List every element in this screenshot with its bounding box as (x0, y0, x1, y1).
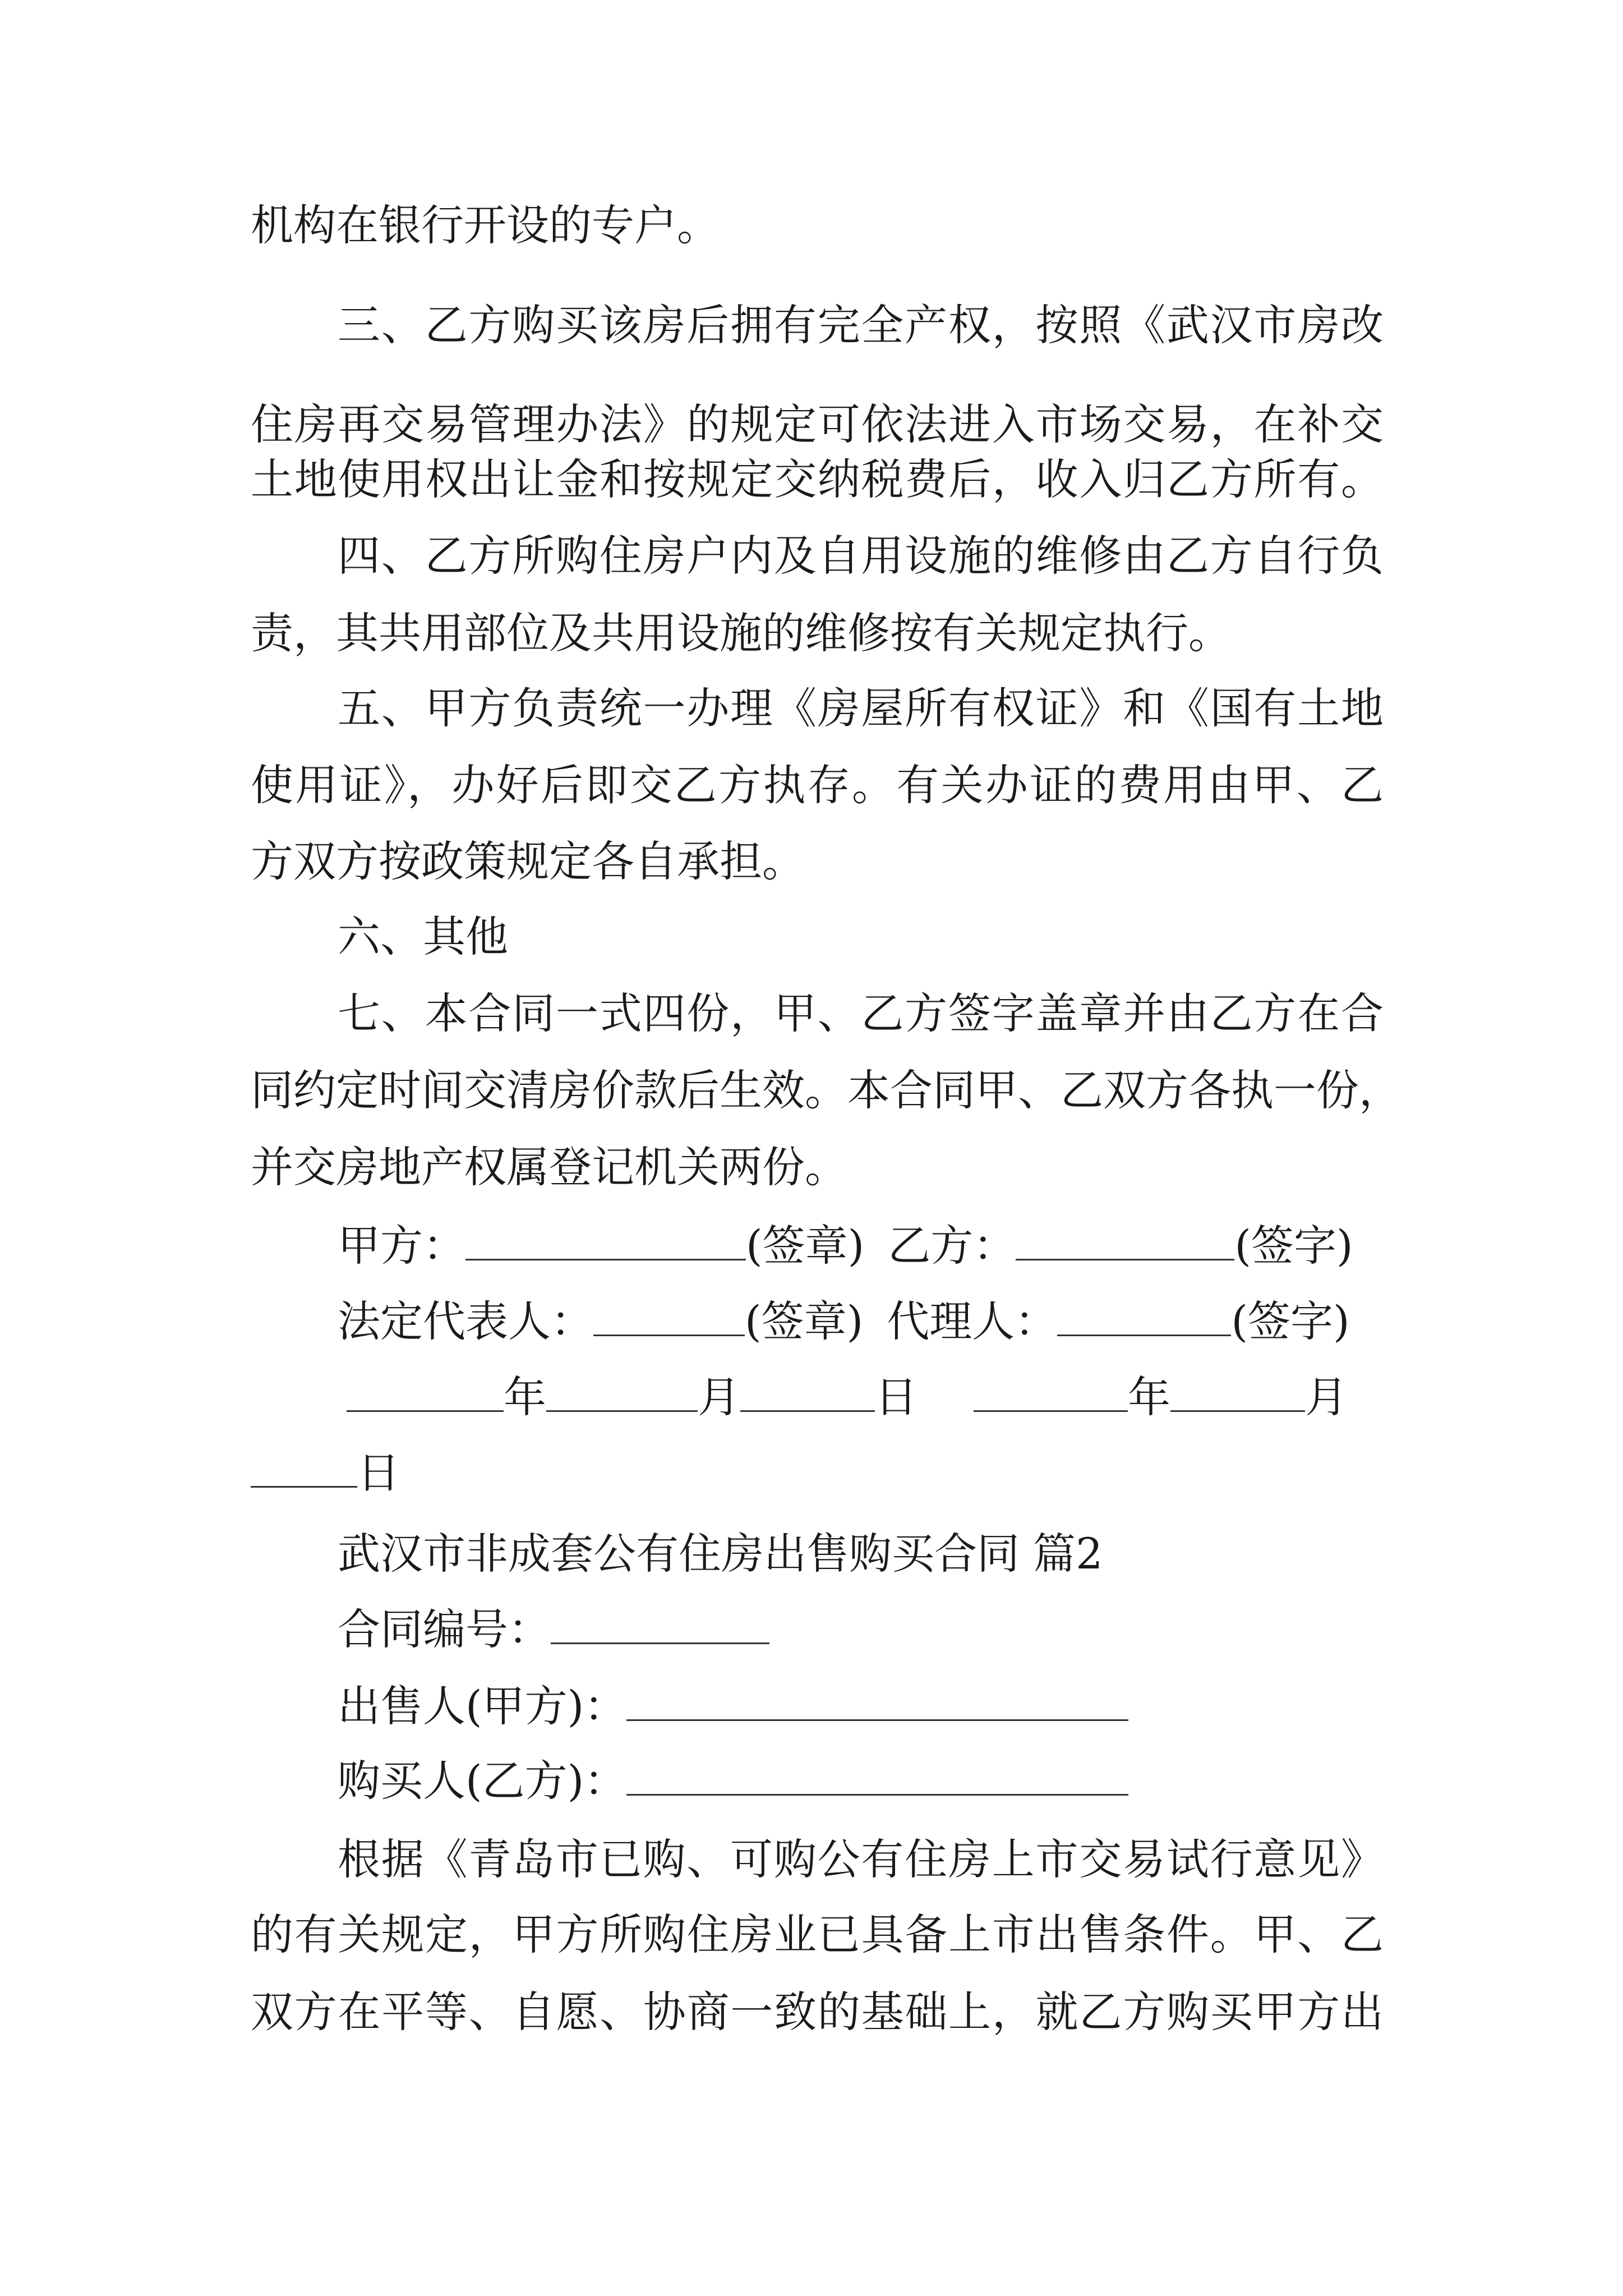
date-row-continued (251, 1439, 400, 1507)
agent-blank (1057, 1300, 1231, 1336)
seller-blank (626, 1685, 1128, 1721)
party-b-blank (1016, 1224, 1234, 1260)
paragraph-line: 责，其共用部位及共用设施的维修按有关规定执行。 (251, 608, 1231, 658)
year-label: 年 (504, 1372, 546, 1422)
paragraph-line: 双方在平等、自愿、协商一致的基础上，就乙方购买甲方出 (251, 1987, 1384, 2037)
legal-rep-label: 法定代表人： (338, 1296, 593, 1346)
year-label: 年 (1128, 1372, 1170, 1422)
month-blank (546, 1375, 698, 1412)
paragraph-line: 方双方按政策规定各自承担。 (251, 836, 805, 886)
year-blank (347, 1375, 504, 1412)
paragraph-line: 五、甲方负责统一办理《房屋所有权证》和《国有土地 (338, 683, 1384, 733)
paragraph-line: 的有关规定，甲方所购住房业已具备上市出售条件。甲、乙 (251, 1910, 1384, 1959)
seller-label: 出售人(甲方)： (338, 1681, 627, 1731)
party-b-label: 乙方： (888, 1221, 1016, 1271)
month-blank (1170, 1375, 1305, 1412)
paragraph-line: 机构在银行开设的专户。 (251, 200, 720, 250)
section-title: 武汉市非成套公有住房出售购买合同 篇2 (338, 1529, 1103, 1579)
party-a-blank (465, 1224, 746, 1260)
legal-rep-blank (593, 1300, 745, 1336)
day-blank (251, 1451, 357, 1488)
paragraph-line: 根据《青岛市已购、可购公有住房上市交易试行意见》 (338, 1834, 1384, 1884)
agent-sign-label: (签字) (1231, 1296, 1350, 1346)
signature-row-representatives (338, 1288, 1350, 1355)
month-label: 月 (1305, 1372, 1348, 1422)
buyer-blank (626, 1759, 1128, 1796)
paragraph-line: 住房再交易管理办法》的规定可依法进入市场交易，在补交 (251, 399, 1384, 449)
paragraph-line: 四、乙方所购住房户内及自用设施的维修由乙方自行负 (338, 531, 1384, 581)
paragraph-line: 并交房地产权属登记机关两份。 (251, 1142, 847, 1192)
legal-rep-seal-label: (签章) (745, 1296, 864, 1346)
day-label: 日 (357, 1448, 400, 1498)
date-row (347, 1364, 1348, 1431)
contract-number-row (338, 1596, 769, 1663)
paragraph-line: 六、其他 (338, 912, 508, 961)
paragraph-line: 同约定时间交清房价款后生效。本合同甲、乙双方各执一份， (251, 1065, 1401, 1115)
day-blank (740, 1375, 875, 1412)
day-label: 日 (875, 1372, 917, 1422)
year-blank (974, 1375, 1128, 1412)
paragraph-line: 使用证》，办好后即交乙方执存。有关办证的费用由甲、乙 (251, 760, 1384, 810)
buyer-row (338, 1747, 1128, 1815)
seller-row (338, 1673, 1128, 1740)
buyer-label: 购买人(乙方)： (338, 1756, 627, 1806)
party-b-sign-label: (签字) (1234, 1221, 1353, 1271)
party-a-seal-label: (签章) (746, 1221, 865, 1271)
paragraph-line: 七、本合同一式四份，甲、乙方签字盖章并由乙方在合 (338, 988, 1384, 1038)
signature-row-parties (338, 1212, 1353, 1280)
party-a-label: 甲方： (338, 1221, 465, 1271)
contract-number-blank (551, 1608, 769, 1644)
agent-label: 代理人： (887, 1296, 1058, 1346)
contract-number-label: 合同编号： (338, 1604, 551, 1654)
paragraph-line: 土地使用权出让金和按规定交纳税费后，收入归乙方所有。 (251, 454, 1384, 504)
paragraph-line: 三、乙方购买该房后拥有完全产权，按照《武汉市房改 (338, 300, 1384, 350)
month-label: 月 (698, 1372, 740, 1422)
